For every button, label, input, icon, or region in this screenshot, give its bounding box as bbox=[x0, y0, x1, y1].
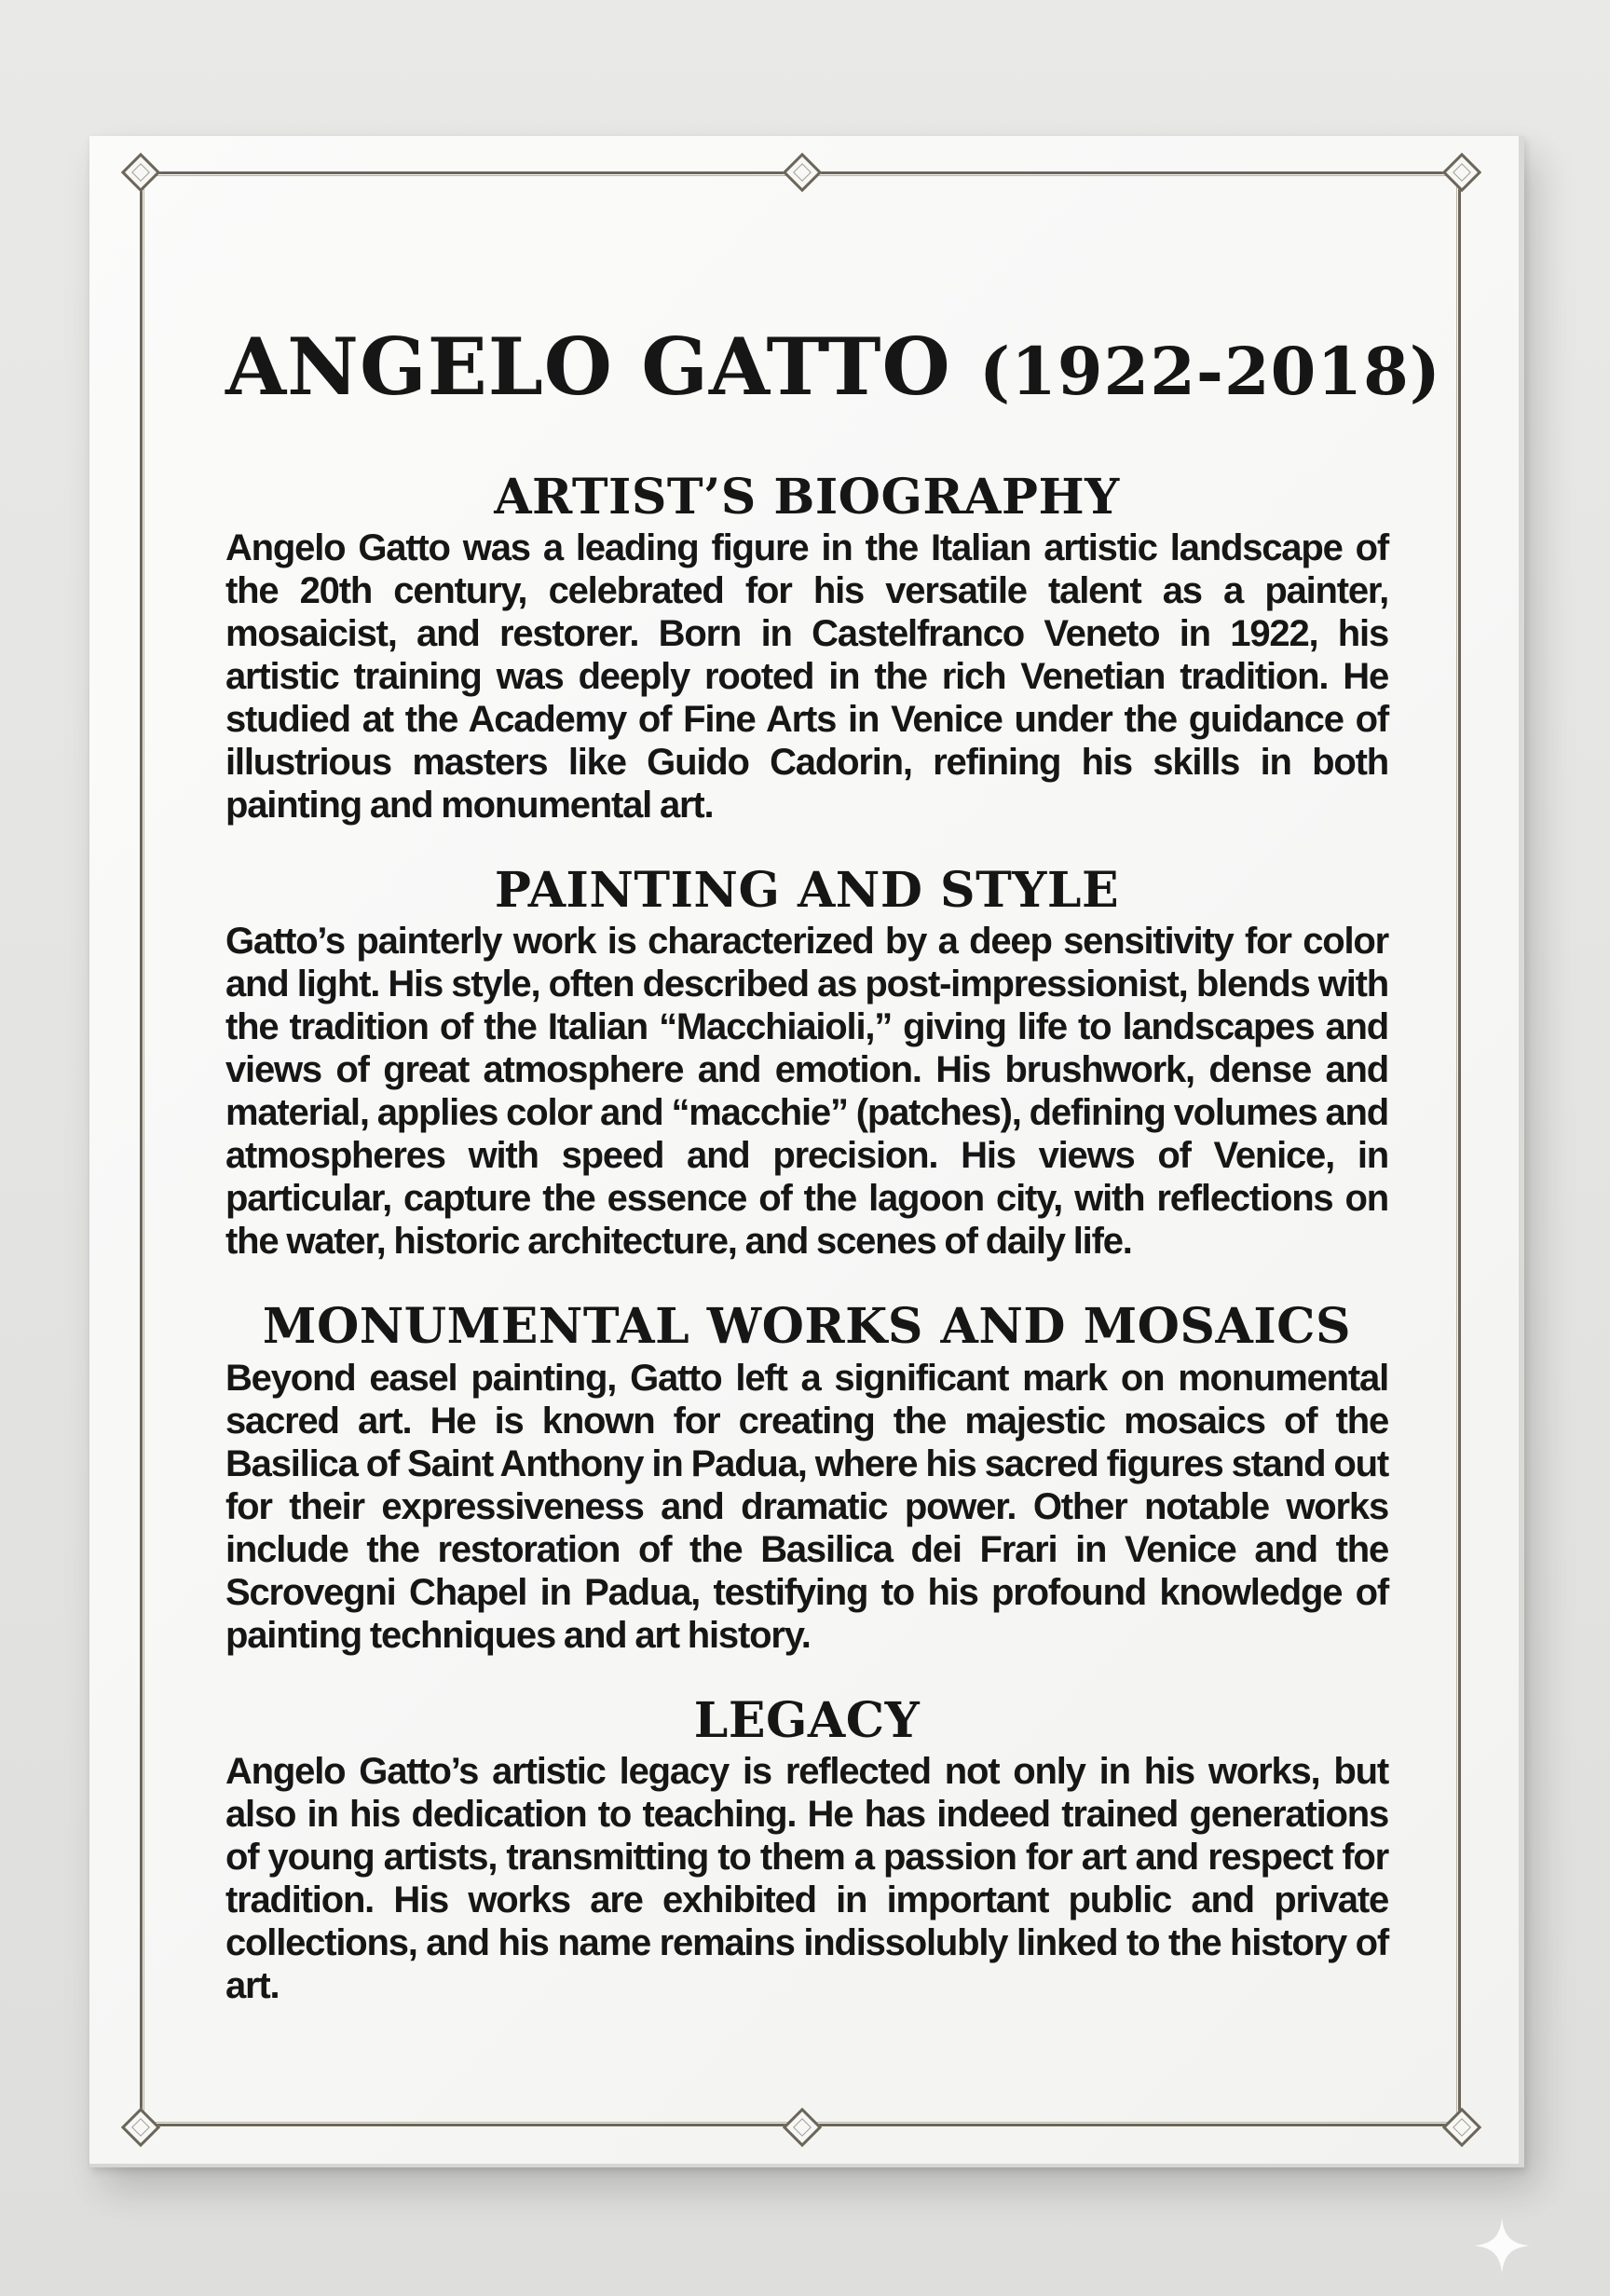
artist-years: (1922-2018) bbox=[978, 333, 1441, 410]
section-heading: LEGACY bbox=[693, 1691, 921, 1749]
sparkle-icon bbox=[1472, 2216, 1532, 2276]
section-heading: ARTIST’S BIOGRAPHY bbox=[494, 468, 1120, 526]
section-heading: MONUMENTAL WORKS AND MOSAICS bbox=[262, 1298, 1352, 1356]
artist-name: ANGELO GATTO bbox=[225, 321, 951, 413]
section-body: Angelo Gatto’s artistic legacy is reflected not only in his works, but also in his dedication to teaching. He has indeed trained generations of young artists, transmitting to them a passion for art and respect for tradition. His works are exhibited in important public and private collections, and his name remains indissolubly linked to the history of art. bbox=[225, 1751, 1388, 2007]
section-monumental-works bbox=[225, 1298, 1388, 1656]
plaque-panel bbox=[89, 136, 1524, 2167]
section-body: Gatto’s painterly work is characterized by a deep sensitivity for color and light. His style, often described as post-impressionist, blends with the tradition of the Italian “Macchiaioli,” giving life to landscapes and views of great atmosphere and emotion. His brushwork, dense and material, applies color and “macchie” (patches), defining volumes and atmospheres with speed and precision. His views of Venice, in particular, capture the essence of the lagoon city, with reflections on the water, historic architecture, and scenes of daily life. bbox=[225, 921, 1388, 1263]
section-painting-style bbox=[225, 862, 1388, 1263]
section-legacy bbox=[225, 1692, 1388, 2007]
section-biography bbox=[225, 469, 1388, 827]
section-body: Angelo Gatto was a leading figure in the Italian artistic landscape of the 20th century, celebrated for his versatile talent as a painter, mosaicist, and restorer. Born in Castelfranco Veneto in 1922, his artistic training was deeply rooted in the rich Venetian tradition. He studied at the Academy of Fine Arts in Venice under the guidance of illustrious masters like Guido Cadorin, refining his skills in both painting and monumental art. bbox=[225, 526, 1388, 826]
section-body: Beyond easel painting, Gatto left a significant mark on monumental sacred art. He is known for creating the majestic mosaics of the Basilica of Saint Anthony in Padua, where his sacred figures stand out for their expressiveness and dramatic power. Other notable works include the restoration of the Basilica dei Frari in Venice and the Scrovegni Chapel in Padua, testifying to his profound knowledge of painting techniques and art history. bbox=[225, 1357, 1388, 1656]
section-heading: PAINTING AND STYLE bbox=[494, 861, 1120, 919]
page-title bbox=[225, 321, 1441, 413]
plaque-content bbox=[225, 321, 1441, 2007]
